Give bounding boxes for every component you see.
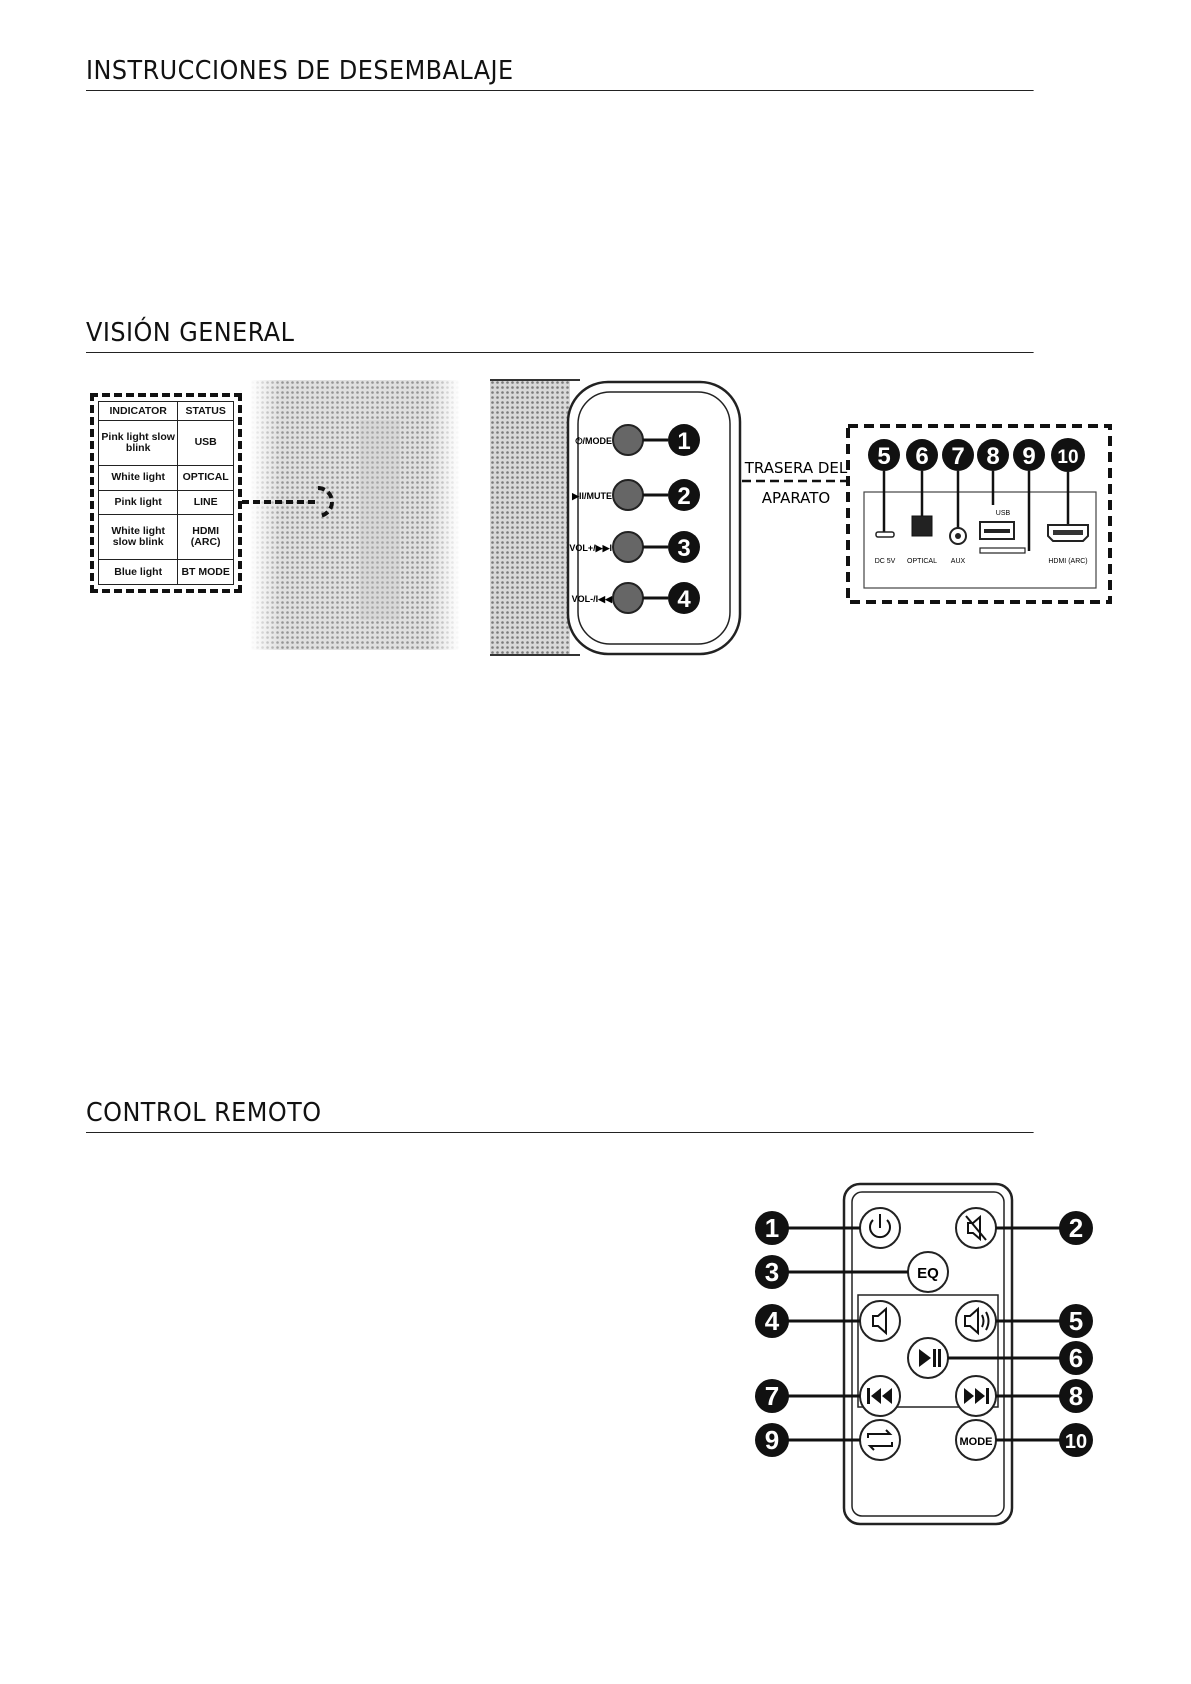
sd-slot-icon (980, 548, 1025, 553)
rear-number-9: 9 (1022, 443, 1036, 470)
indicator-cell: Blue light (99, 560, 178, 585)
mode-label: MODE (959, 1436, 993, 1448)
rear-label-line2: APARATO (761, 489, 831, 507)
indicator-header: INDICATOR (99, 402, 178, 421)
side-button-2-label: ▶II/MUTE (572, 491, 612, 501)
side-button-2[interactable] (613, 480, 643, 510)
rear-panel (848, 426, 1110, 602)
rear-number-6: 6 (915, 443, 929, 470)
side-number-2: 2 (677, 483, 691, 510)
rear-label-line1: TRASERA DEL (744, 459, 848, 477)
section-title-overview: VISIÓN GENERAL (86, 318, 1034, 353)
remote-number-1: 1 (764, 1213, 780, 1243)
status-cell: HDMI (ARC) (178, 515, 234, 560)
side-panel (490, 380, 740, 655)
remote-control-illustration (740, 1180, 1120, 1530)
rear-number-8: 8 (986, 443, 1000, 470)
side-button-1[interactable] (613, 425, 643, 455)
side-button-4[interactable] (613, 583, 643, 613)
rear-number-10: 10 (1057, 447, 1079, 468)
port-label-usb: USB (995, 510, 1011, 517)
remote-number-6: 6 (1068, 1343, 1084, 1373)
remote-number-10: 10 (1064, 1431, 1088, 1453)
status-header: STATUS (178, 402, 234, 421)
port-label-optical: OPTICAL (907, 558, 937, 565)
side-number-1: 1 (677, 428, 691, 455)
rear-number-7: 7 (951, 443, 965, 470)
side-button-4-label: VOL-/I◀◀ (571, 594, 612, 604)
remote-repeat-button[interactable] (860, 1420, 900, 1460)
port-label-dc: DC 5V (874, 558, 896, 565)
remote-number-8: 8 (1068, 1381, 1084, 1411)
port-label-aux: AUX (950, 558, 966, 565)
remote-number-5: 5 (1068, 1306, 1084, 1336)
eq-label: EQ (917, 1265, 939, 1282)
soundbar-illustration (0, 360, 1191, 670)
section-title-unpacking: INSTRUCCIONES DE DESEMBALAJE (86, 56, 1034, 91)
remote-number-3: 3 (764, 1257, 780, 1287)
remote-number-4: 4 (764, 1306, 780, 1336)
optical-port-icon (912, 516, 932, 536)
remote-number-2: 2 (1068, 1213, 1084, 1243)
status-cell: BT MODE (178, 560, 234, 585)
dc-port-icon (876, 532, 894, 537)
status-cell: USB (178, 421, 234, 466)
remote-number-9: 9 (764, 1425, 780, 1455)
status-cell: LINE (178, 490, 234, 515)
indicator-cell: Pink light slow blink (99, 421, 178, 466)
remote-volume-down-button[interactable] (860, 1301, 900, 1341)
rear-number-5: 5 (877, 443, 891, 470)
section-title-remote: CONTROL REMOTO (86, 1098, 1034, 1133)
side-number-4: 4 (677, 586, 691, 613)
indicator-cell: Pink light (99, 490, 178, 515)
side-button-1-label: ⏻/MODE (575, 436, 612, 446)
front-grille (250, 380, 460, 650)
indicator-cell: White light (99, 465, 178, 490)
status-cell: OPTICAL (178, 465, 234, 490)
side-number-3: 3 (677, 535, 691, 562)
remote-number-7: 7 (764, 1381, 780, 1411)
side-button-3[interactable] (613, 532, 643, 562)
remote-volume-up-button[interactable] (956, 1301, 996, 1341)
port-label-hdmi: HDMI (ARC) (1048, 558, 1088, 565)
indicator-cell: White light slow blink (99, 515, 178, 560)
side-button-3-label: VOL+/▶▶I (569, 543, 612, 553)
